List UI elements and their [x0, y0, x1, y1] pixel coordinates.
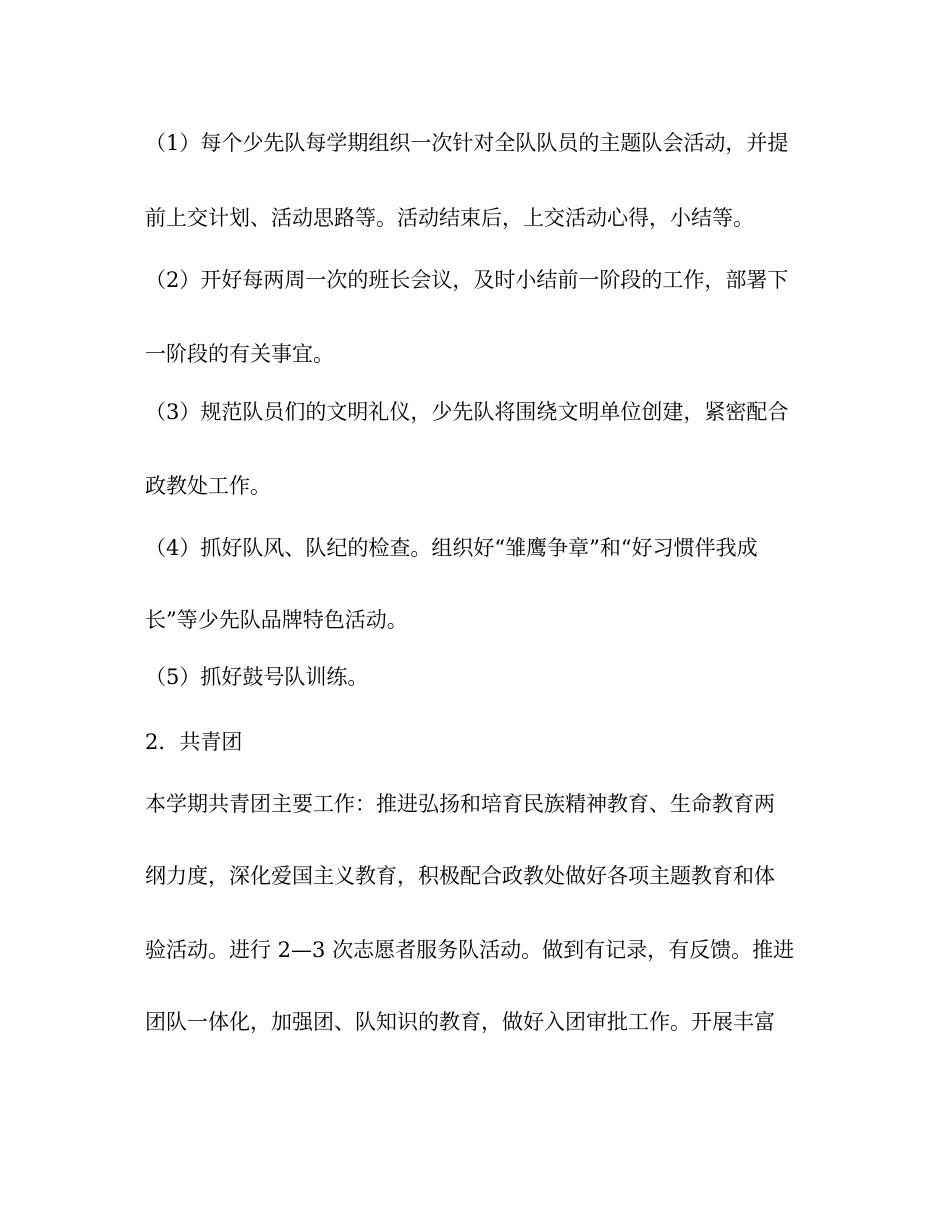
text-line: （2）开好每两周一次的班长会议，及时小结前一阶段的工作，部署下	[145, 268, 789, 292]
text-line: 政教处工作。	[145, 474, 271, 498]
text-line: 本学期共青团主要工作：推进弘扬和培育民族精神教育、生命教育两	[145, 792, 775, 816]
text-line: 团队一体化，加强团、队知识的教育，做好入团审批工作。开展丰富	[145, 1010, 775, 1034]
text-line: 前上交计划、活动思路等。活动结束后，上交活动心得，小结等。	[145, 206, 754, 230]
text-line: 长”等少先队品牌特色活动。	[145, 608, 408, 632]
text-line: 一阶段的有关事宜。	[145, 342, 334, 366]
section-heading: 2．共青团	[145, 730, 243, 754]
text-line: 验活动。进行 2—3 次志愿者服务队活动。做到有记录，有反馈。推进	[145, 938, 795, 962]
text-line: （5）抓好鼓号队训练。	[145, 665, 369, 689]
text-line: 纲力度，深化爱国主义教育，积极配合政教处做好各项主题教育和体	[145, 864, 775, 888]
text-line: （4）抓好队风、队纪的检查。组织好“雏鹰争章”和“好习惯伴我成	[145, 536, 758, 560]
text-line: （3）规范队员们的文明礼仪，少先队将围绕文明单位创建，紧密配合	[145, 400, 789, 424]
text-line: （1）每个少先队每学期组织一次针对全队队员的主题队会活动，并提	[145, 131, 789, 155]
